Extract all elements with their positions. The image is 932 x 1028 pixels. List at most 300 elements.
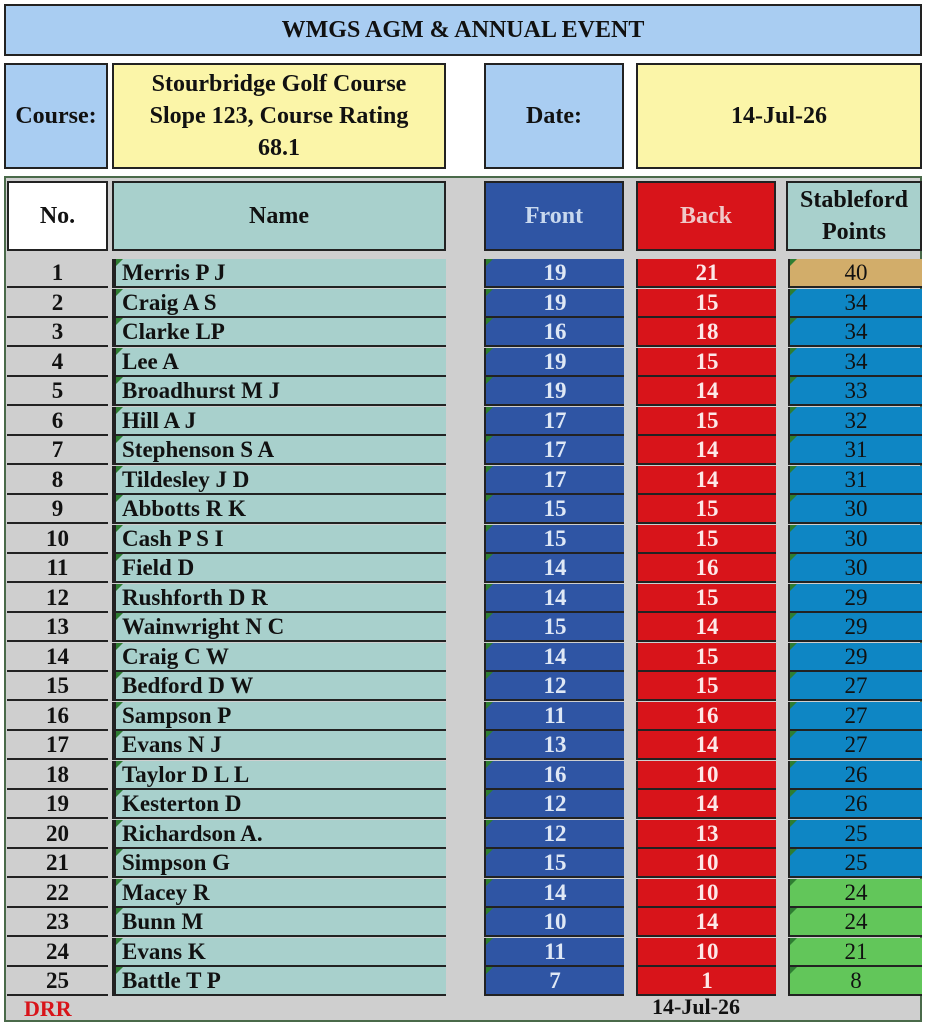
front-score (484, 318, 624, 347)
stableford-points (788, 407, 922, 436)
table-row (0, 849, 932, 878)
cell-comment-marker (486, 879, 493, 886)
cell-comment-marker (790, 318, 797, 325)
front-score-text: 11 (544, 702, 566, 728)
stableford-points-text: 40 (844, 260, 868, 285)
player-name-text: Stephenson S A (122, 437, 275, 462)
back-score-text: 10 (695, 879, 719, 905)
footer-initials: DRR (24, 996, 72, 1021)
row-number (7, 554, 108, 583)
player-name (112, 525, 446, 554)
sheet-title: WMGS AGM & ANNUAL EVENT (4, 4, 922, 56)
back-score-text: 15 (695, 525, 719, 551)
back-score (636, 731, 776, 760)
back-score (636, 289, 776, 318)
player-name-text: Broadhurst M J (122, 378, 281, 403)
stableford-points-text: 30 (844, 525, 868, 551)
row-number-text: 15 (46, 673, 69, 698)
cell-comment-marker (790, 584, 797, 591)
table-row (0, 879, 932, 908)
front-score-text: 19 (543, 348, 567, 374)
back-score-text: 15 (695, 289, 719, 315)
back-score-text: 15 (695, 584, 719, 610)
cell-comment-marker (486, 466, 493, 473)
back-score (636, 436, 776, 465)
column-header-front: Front (484, 181, 624, 251)
stableford-points (788, 613, 922, 642)
front-score (484, 613, 624, 642)
cell-comment-marker (486, 820, 493, 827)
row-number (7, 348, 108, 377)
stableford-points (788, 879, 922, 908)
back-score (636, 643, 776, 672)
cell-comment-marker (790, 908, 797, 915)
back-score (636, 584, 776, 613)
cell-comment-marker (486, 436, 493, 443)
stableford-points (788, 761, 922, 790)
stableford-points (788, 466, 922, 495)
row-number-text: 4 (51, 348, 64, 374)
player-name (112, 761, 446, 790)
back-score-text: 1 (701, 968, 713, 993)
player-name-text: Merris P J (122, 260, 226, 285)
table-row (0, 554, 932, 583)
cell-comment-marker (116, 672, 123, 679)
player-name-text: Evans N J (122, 732, 222, 757)
table-row (0, 318, 932, 347)
stableford-points-text: 34 (844, 319, 868, 344)
table-row (0, 790, 932, 819)
table-row (0, 407, 932, 436)
stableford-points-text: 27 (844, 673, 868, 698)
course-rating-value: 68.1 (258, 135, 300, 161)
front-score-text: 17 (543, 407, 567, 433)
cell-comment-marker (790, 879, 797, 886)
cell-comment-marker (116, 702, 123, 709)
cell-comment-marker (790, 672, 797, 679)
stableford-points (788, 908, 922, 937)
player-name-text: Craig A S (122, 289, 217, 315)
back-score-text: 15 (695, 496, 719, 521)
table-row (0, 436, 932, 465)
stableford-points (788, 436, 922, 465)
column-header-points (786, 181, 922, 251)
back-score (636, 938, 776, 967)
row-number (7, 790, 108, 819)
stableford-points-text: 31 (844, 437, 868, 462)
back-score (636, 554, 776, 583)
stableford-points-text: 25 (844, 850, 868, 875)
row-number (7, 495, 108, 524)
column-header-back: Back (636, 181, 776, 251)
table-row (0, 731, 932, 760)
player-name-text: Simpson G (122, 850, 231, 875)
stableford-points (788, 318, 922, 347)
cell-comment-marker (116, 879, 123, 886)
back-score (636, 702, 776, 731)
cell-comment-marker (790, 466, 797, 473)
date-value: 14-Jul-26 (636, 63, 922, 169)
row-number-text: 12 (46, 584, 69, 610)
row-number-text: 19 (46, 791, 69, 816)
front-score (484, 672, 624, 701)
cell-comment-marker (486, 348, 493, 355)
front-score (484, 259, 624, 288)
cell-comment-marker (116, 466, 123, 473)
row-number-text: 13 (46, 614, 69, 639)
cell-comment-marker (486, 731, 493, 738)
cell-comment-marker (116, 790, 123, 797)
course-value (112, 63, 446, 169)
cell-comment-marker (116, 731, 123, 738)
course-label: Course: (4, 63, 108, 169)
cell-comment-marker (116, 554, 123, 561)
cell-comment-marker (116, 495, 123, 502)
row-number (7, 525, 108, 554)
player-name (112, 554, 446, 583)
stableford-points-text: 31 (844, 466, 868, 492)
cell-comment-marker (486, 672, 493, 679)
back-score-text: 15 (695, 643, 719, 669)
stableford-points (788, 672, 922, 701)
front-score-text: 15 (543, 525, 567, 551)
front-score (484, 820, 624, 849)
front-score (484, 938, 624, 967)
back-score (636, 318, 776, 347)
cell-comment-marker (486, 938, 493, 945)
cell-comment-marker (486, 259, 493, 266)
player-name (112, 377, 446, 406)
player-name-text: Bedford D W (122, 673, 254, 698)
front-score (484, 761, 624, 790)
front-score-text: 19 (543, 378, 567, 403)
cell-comment-marker (486, 790, 493, 797)
cell-comment-marker (790, 554, 797, 561)
back-score-text: 10 (695, 850, 719, 875)
player-name-text: Hill A J (122, 407, 197, 433)
cell-comment-marker (116, 289, 123, 296)
front-score (484, 466, 624, 495)
front-score (484, 407, 624, 436)
front-score (484, 584, 624, 613)
back-score (636, 377, 776, 406)
row-number-text: 14 (46, 643, 69, 669)
cell-comment-marker (790, 938, 797, 945)
front-score-text: 16 (543, 761, 567, 787)
table-row (0, 672, 932, 701)
player-name-text: Bunn M (122, 909, 204, 934)
row-number-text: 5 (51, 378, 64, 403)
front-score-text: 17 (543, 466, 567, 492)
row-number-text: 16 (46, 702, 69, 728)
row-number (7, 761, 108, 790)
stableford-points-text: 24 (844, 879, 868, 905)
back-score (636, 259, 776, 288)
player-name (112, 731, 446, 760)
player-name-text: Field D (122, 555, 195, 580)
cell-comment-marker (790, 348, 797, 355)
cell-comment-marker (486, 495, 493, 502)
back-score-text: 16 (695, 555, 719, 580)
player-name-text: Abbotts R K (122, 496, 246, 521)
back-score (636, 879, 776, 908)
stableford-points (788, 643, 922, 672)
row-number-text: 21 (46, 850, 69, 875)
stableford-points (788, 967, 922, 996)
stableford-points (788, 790, 922, 819)
stableford-points-text: 27 (844, 732, 868, 757)
player-name (112, 908, 446, 937)
player-name (112, 790, 446, 819)
row-number (7, 377, 108, 406)
cell-comment-marker (116, 436, 123, 443)
stableford-points-text: 8 (850, 968, 862, 993)
front-score-text: 14 (543, 643, 567, 669)
front-score-text: 16 (543, 319, 567, 344)
cell-comment-marker (790, 259, 797, 266)
table-row (0, 967, 932, 996)
front-score (484, 643, 624, 672)
row-number (7, 643, 108, 672)
table-row (0, 348, 932, 377)
player-name-text: Rushforth D R (122, 584, 268, 610)
player-name-text: Tildesley J D (122, 466, 250, 492)
back-score (636, 790, 776, 819)
stableford-points-text: 27 (844, 702, 868, 728)
player-name-text: Battle T P (122, 968, 221, 993)
column-header-points-line2: Points (821, 219, 886, 245)
back-score (636, 348, 776, 377)
cell-comment-marker (486, 702, 493, 709)
back-score-text: 14 (695, 732, 719, 757)
cell-comment-marker (486, 643, 493, 650)
front-score (484, 436, 624, 465)
cell-comment-marker (116, 348, 123, 355)
cell-comment-marker (486, 584, 493, 591)
front-score (484, 495, 624, 524)
row-number (7, 289, 108, 318)
cell-comment-marker (486, 761, 493, 768)
stableford-points (788, 554, 922, 583)
row-number (7, 466, 108, 495)
row-number (7, 318, 108, 347)
cell-comment-marker (116, 643, 123, 650)
row-number (7, 908, 108, 937)
cell-comment-marker (486, 407, 493, 414)
front-score (484, 879, 624, 908)
back-score (636, 525, 776, 554)
row-number-text: 23 (46, 909, 69, 934)
back-score-text: 14 (695, 378, 719, 403)
course-slope-rating: Slope 123, Course Rating (149, 103, 409, 129)
front-score (484, 525, 624, 554)
front-score-text: 14 (543, 584, 567, 610)
cell-comment-marker (790, 967, 797, 974)
front-score-text: 17 (543, 437, 567, 462)
front-score (484, 702, 624, 731)
stableford-points-text: 29 (844, 584, 868, 610)
cell-comment-marker (116, 908, 123, 915)
stableford-points-text: 24 (844, 909, 868, 934)
row-number-text: 10 (46, 525, 69, 551)
player-name-text: Lee A (122, 348, 179, 374)
footer-date: 14-Jul-26 (652, 994, 740, 1019)
back-score (636, 849, 776, 878)
row-number-text: 24 (46, 938, 69, 964)
cell-comment-marker (790, 407, 797, 414)
player-name-text: Wainwright N C (122, 614, 285, 639)
stableford-points (788, 820, 922, 849)
cell-comment-marker (486, 849, 493, 856)
back-score (636, 672, 776, 701)
front-score-text: 12 (543, 673, 567, 698)
player-name (112, 436, 446, 465)
back-score-text: 13 (695, 820, 719, 846)
table-row (0, 643, 932, 672)
cell-comment-marker (486, 377, 493, 384)
row-number-text: 9 (51, 496, 64, 521)
back-score-text: 16 (695, 702, 719, 728)
player-name-text: Macey R (122, 879, 210, 905)
cell-comment-marker (116, 377, 123, 384)
cell-comment-marker (486, 554, 493, 561)
row-number-text: 2 (51, 289, 64, 315)
player-name (112, 495, 446, 524)
cell-comment-marker (790, 790, 797, 797)
row-number (7, 820, 108, 849)
row-number-text: 22 (46, 879, 69, 905)
cell-comment-marker (790, 820, 797, 827)
player-name (112, 318, 446, 347)
back-score (636, 495, 776, 524)
table-row (0, 495, 932, 524)
cell-comment-marker (116, 318, 123, 325)
stableford-points (788, 259, 922, 288)
table-row (0, 820, 932, 849)
cell-comment-marker (116, 761, 123, 768)
back-score-text: 14 (695, 466, 719, 492)
front-score-text: 15 (543, 496, 567, 521)
front-score (484, 849, 624, 878)
stableford-points-text: 30 (844, 496, 868, 521)
front-score-text: 19 (543, 289, 567, 315)
column-header-no: No. (7, 181, 108, 251)
front-score (484, 348, 624, 377)
row-number-text: 1 (51, 260, 64, 285)
row-number-text: 18 (46, 761, 69, 787)
cell-comment-marker (116, 938, 123, 945)
cell-comment-marker (486, 318, 493, 325)
front-score-text: 12 (543, 820, 567, 846)
player-name-text: Craig C W (122, 643, 229, 669)
cell-comment-marker (790, 613, 797, 620)
front-score-text: 10 (543, 909, 567, 934)
stableford-points-text: 33 (844, 378, 868, 403)
table-row (0, 259, 932, 288)
table-row (0, 908, 932, 937)
stableford-points-text: 29 (844, 614, 868, 639)
player-name (112, 938, 446, 967)
front-score-text: 12 (543, 791, 567, 816)
player-name (112, 259, 446, 288)
back-score (636, 820, 776, 849)
player-name (112, 407, 446, 436)
stableford-points (788, 348, 922, 377)
stableford-points (788, 584, 922, 613)
back-score-text: 14 (695, 909, 719, 934)
front-score-text: 13 (543, 732, 567, 757)
stableford-points (788, 731, 922, 760)
row-number-text: 25 (46, 968, 69, 993)
stableford-points-text: 26 (844, 791, 868, 816)
table-row (0, 938, 932, 967)
player-name (112, 702, 446, 731)
row-number-text: 20 (46, 820, 69, 846)
cell-comment-marker (790, 643, 797, 650)
row-number-text: 6 (51, 407, 64, 433)
back-score-text: 15 (695, 673, 719, 698)
cell-comment-marker (116, 259, 123, 266)
player-name-text: Kesterton D (122, 791, 242, 816)
player-name (112, 643, 446, 672)
cell-comment-marker (790, 761, 797, 768)
front-score (484, 731, 624, 760)
row-number (7, 938, 108, 967)
player-name-text: Taylor D L L (122, 761, 250, 787)
column-header-name: Name (112, 181, 446, 251)
cell-comment-marker (116, 849, 123, 856)
front-score-text: 19 (543, 260, 567, 285)
player-name (112, 879, 446, 908)
back-score (636, 407, 776, 436)
row-number (7, 731, 108, 760)
table-row (0, 761, 932, 790)
cell-comment-marker (486, 908, 493, 915)
cell-comment-marker (486, 613, 493, 620)
player-name (112, 348, 446, 377)
front-score (484, 554, 624, 583)
stableford-points-text: 26 (844, 761, 868, 787)
date-label: Date: (484, 63, 624, 169)
row-number-text: 11 (46, 555, 69, 580)
player-name-text: Richardson A. (122, 820, 263, 846)
row-number (7, 584, 108, 613)
row-number (7, 613, 108, 642)
cell-comment-marker (790, 731, 797, 738)
cell-comment-marker (486, 967, 493, 974)
row-number (7, 407, 108, 436)
front-score (484, 967, 624, 996)
cell-comment-marker (116, 525, 123, 532)
front-score (484, 908, 624, 937)
row-number (7, 702, 108, 731)
stableford-points-text: 29 (844, 643, 868, 669)
row-number (7, 849, 108, 878)
stableford-points-text: 30 (844, 555, 868, 580)
row-number-text: 8 (51, 466, 64, 492)
back-score (636, 908, 776, 937)
player-name (112, 613, 446, 642)
cell-comment-marker (486, 525, 493, 532)
row-number-text: 3 (51, 319, 64, 344)
row-number-text: 7 (51, 437, 64, 462)
back-score (636, 613, 776, 642)
row-number (7, 672, 108, 701)
player-name (112, 466, 446, 495)
front-score-text: 7 (549, 968, 561, 993)
cell-comment-marker (790, 495, 797, 502)
front-score-text: 14 (543, 555, 567, 580)
